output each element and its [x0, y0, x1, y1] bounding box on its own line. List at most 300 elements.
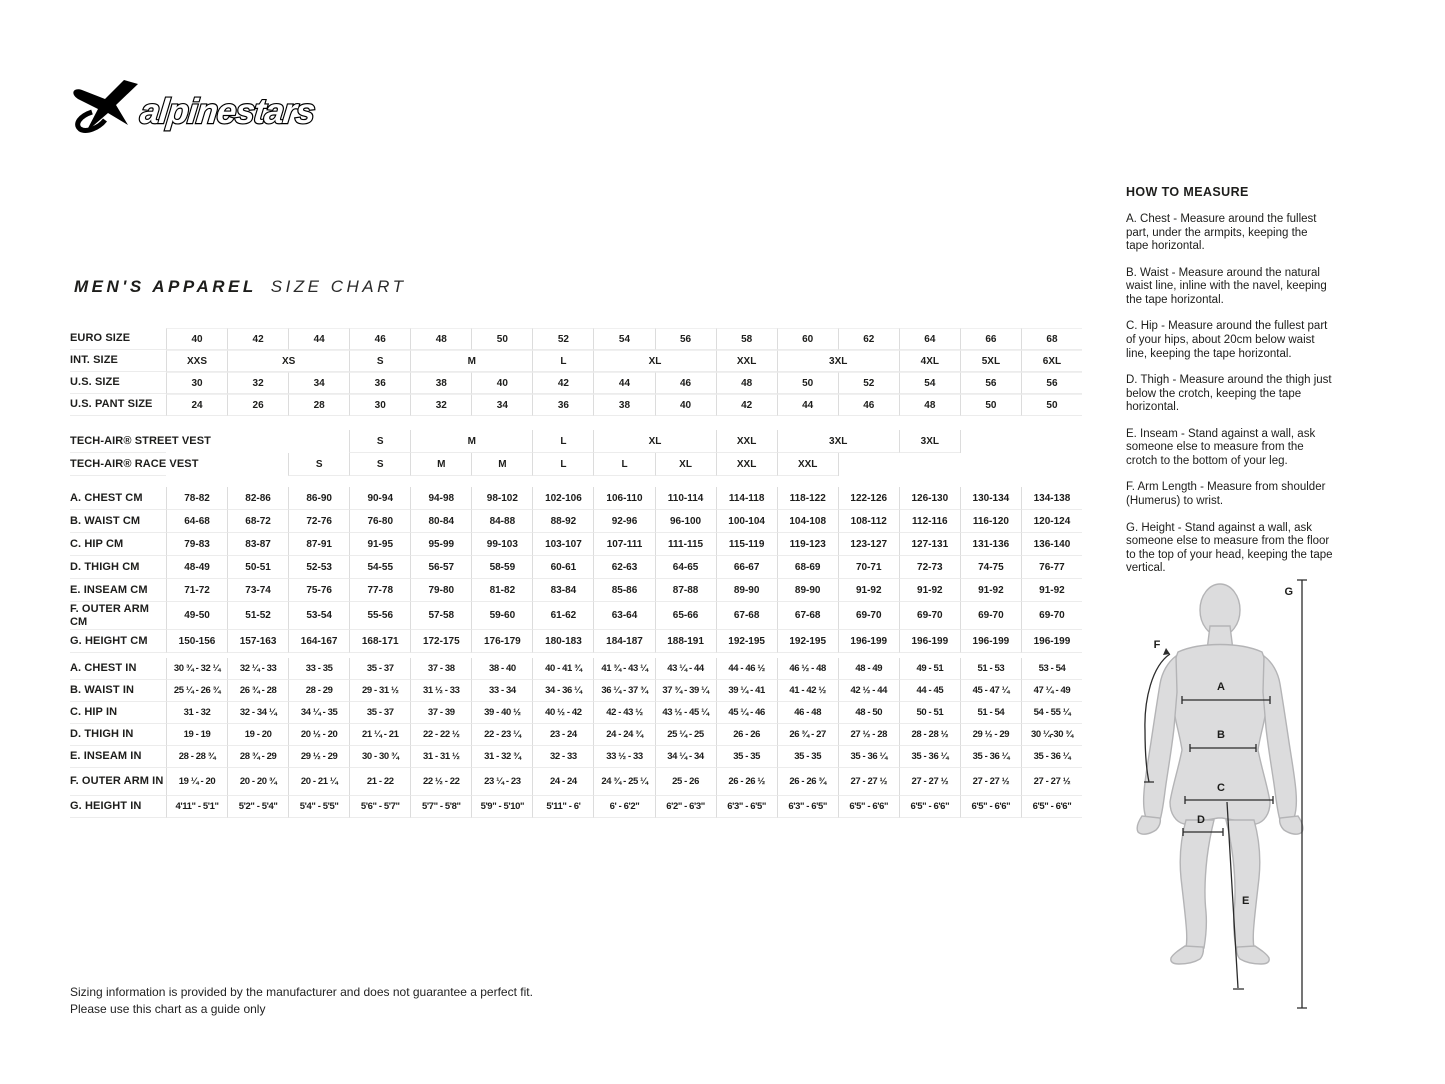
table-cell: XXL: [716, 453, 777, 476]
table-cell: 36: [532, 394, 593, 416]
figure-right-hand: [1280, 816, 1303, 834]
label-b: B: [1217, 729, 1225, 741]
page-title-primary: MEN'S APPAREL: [74, 277, 257, 296]
measure-instruction-height: G. Height - Stand against a wall, ask someone else to measure from the floor to the top of your head, keeping the tape vertical.: [1126, 521, 1333, 575]
table-cell: 87-88: [655, 579, 716, 602]
row-label: D. THIGH IN: [70, 724, 166, 746]
table-cell: 6'5" - 6'6": [1021, 796, 1082, 818]
body-measurement-diagram: [1130, 570, 1320, 1020]
disclaimer-line-2: Please use this chart as a guide only: [70, 1002, 266, 1017]
table-cell: 44: [288, 328, 349, 350]
table-cell: 57-58: [410, 602, 471, 630]
table-cell: 32: [410, 394, 471, 416]
label-f: F: [1153, 639, 1161, 651]
table-cell: 86-90: [288, 487, 349, 510]
table-cell: 34 ¼ - 35: [288, 702, 349, 724]
table-cell: 30 ¼-30 ¾: [1021, 724, 1082, 746]
row-label: EURO SIZE: [70, 328, 166, 350]
table-cell: 122-126: [838, 487, 899, 510]
how-to-measure-title: HOW TO MEASURE: [1126, 185, 1249, 199]
label-g: G: [1284, 586, 1293, 598]
height-line-g: [1297, 580, 1307, 1008]
table-cell: 126-130: [899, 487, 960, 510]
alpinestars-logo-text: alpinestars: [138, 92, 317, 131]
row-label: A. CHEST CM: [70, 487, 166, 510]
table-cell: 5'6" - 5'7": [349, 796, 410, 818]
table-cell: 20 - 21 ¼: [288, 768, 349, 796]
table-cell: 50: [960, 394, 1021, 416]
table-cell: 50: [471, 328, 532, 350]
label-c: C: [1217, 782, 1225, 794]
table-cell: 6' - 6'2": [593, 796, 654, 818]
row-label: B. WAIST CM: [70, 510, 166, 533]
table-cell: 32 - 34 ¼: [227, 702, 288, 724]
table-cell: 35 - 36 ¼: [899, 746, 960, 768]
table-cell: 28 - 28 ½: [899, 724, 960, 746]
table-cell: 47 ¼ - 49: [1021, 680, 1082, 702]
table-cell: 80-84: [410, 510, 471, 533]
table-cell: 25 ¼ - 26 ¾: [166, 680, 227, 702]
table-cell: 3XL: [899, 430, 960, 453]
row-label: G. HEIGHT IN: [70, 796, 166, 818]
table-cell: 67-68: [716, 602, 777, 630]
table-cell: 22 - 22 ½: [410, 724, 471, 746]
table-cell: 63-64: [593, 602, 654, 630]
table-cell: 42 ½ - 44: [838, 680, 899, 702]
table-cell: 119-123: [777, 533, 838, 556]
table-cell: 28: [288, 394, 349, 416]
table-cell: 35 - 36 ¼: [1021, 746, 1082, 768]
table-cell: 28 - 29: [288, 680, 349, 702]
table-cell: 27 - 27 ½: [838, 768, 899, 796]
table-cell: XL: [593, 430, 715, 453]
table-cell: 49 - 51: [899, 658, 960, 680]
table-cell: 41 ¾ - 43 ¼: [593, 658, 654, 680]
table-cell: 136-140: [1021, 533, 1082, 556]
table-cell: 6XL: [1021, 350, 1082, 372]
table-cell: 131-136: [960, 533, 1021, 556]
table-cell: 41 - 42 ½: [777, 680, 838, 702]
table-cell: 26 ¾ - 27: [777, 724, 838, 746]
table-cell: 48: [716, 372, 777, 394]
table-cell: 77-78: [349, 579, 410, 602]
table-cell: 52: [532, 328, 593, 350]
table-cell: 66: [960, 328, 1021, 350]
table-cell: 39 ¼ - 41: [716, 680, 777, 702]
alpinestars-logo: [72, 78, 324, 140]
table-cell: 45 - 47 ¼: [960, 680, 1021, 702]
table-cell: 38: [410, 372, 471, 394]
table-cell: 104-108: [777, 510, 838, 533]
table-cell: 52-53: [288, 556, 349, 579]
table-cell: 44: [777, 394, 838, 416]
table-cell: 52: [838, 372, 899, 394]
row-label: A. CHEST IN: [70, 658, 166, 680]
table-cell: M: [471, 453, 532, 476]
table-cell: 34: [288, 372, 349, 394]
table-cell: S: [349, 430, 410, 453]
table-cell: XXL: [777, 453, 838, 476]
figure-right-foot: [1237, 946, 1270, 964]
figure-left-hand: [1137, 816, 1160, 834]
table-cell: L: [593, 453, 654, 476]
table-cell: 26 ¾ - 28: [227, 680, 288, 702]
table-cell: 78-82: [166, 487, 227, 510]
table-cell: 37 - 39: [410, 702, 471, 724]
table-cell: 62-63: [593, 556, 654, 579]
table-cell: 4'11" - 5'1": [166, 796, 227, 818]
table-cell: 89-90: [777, 579, 838, 602]
row-label: F. OUTER ARM IN: [70, 768, 166, 796]
table-cell: 19 ¼ - 20: [166, 768, 227, 796]
table-cell: 98-102: [471, 487, 532, 510]
table-cell: 42: [227, 328, 288, 350]
table-cell: 196-199: [960, 630, 1021, 653]
row-label: U.S. SIZE: [70, 372, 166, 394]
table-cell: [960, 430, 1082, 453]
table-cell: 24: [166, 394, 227, 416]
table-cell: 28 - 28 ¾: [166, 746, 227, 768]
row-label: TECH-AIR® STREET VEST: [70, 430, 166, 453]
table-cell: 6'5" - 6'6": [838, 796, 899, 818]
disclaimer: [70, 984, 533, 1019]
row-label: U.S. PANT SIZE: [70, 394, 166, 416]
table-cell: 22 - 23 ¼: [471, 724, 532, 746]
row-label: INT. SIZE: [70, 350, 166, 372]
table-cell: 69-70: [1021, 602, 1082, 630]
table-cell: 84-88: [471, 510, 532, 533]
table-cell: 37 ¾ - 39 ¼: [655, 680, 716, 702]
table-cell: 40: [471, 372, 532, 394]
table-cell: 53 - 54: [1021, 658, 1082, 680]
table-cell: 88-92: [532, 510, 593, 533]
table-cell: 25 ¼ - 25: [655, 724, 716, 746]
table-cell: 30: [166, 372, 227, 394]
table-cell: 94-98: [410, 487, 471, 510]
table-cell: S: [288, 453, 349, 476]
table-cell: XS: [227, 350, 349, 372]
table-cell: 34: [471, 394, 532, 416]
table-cell: 29 - 31 ½: [349, 680, 410, 702]
table-cell: 40: [655, 394, 716, 416]
table-cell: 30 ¾ - 32 ¼: [166, 658, 227, 680]
row-label: G. HEIGHT CM: [70, 630, 166, 653]
row-label: B. WAIST IN: [70, 680, 166, 702]
table-cell: 157-163: [227, 630, 288, 653]
table-cell: 106-110: [593, 487, 654, 510]
table-cell: 123-127: [838, 533, 899, 556]
table-cell: 6'5" - 6'6": [899, 796, 960, 818]
table-cell: 33 - 35: [288, 658, 349, 680]
row-label: C. HIP CM: [70, 533, 166, 556]
table-cell: 75-76: [288, 579, 349, 602]
alpinestars-star-icon: [73, 80, 138, 132]
table-cell: 114-118: [716, 487, 777, 510]
table-cell: 92-96: [593, 510, 654, 533]
table-cell: 112-116: [899, 510, 960, 533]
table-cell: 150-156: [166, 630, 227, 653]
table-cell: XXL: [716, 430, 777, 453]
table-cell: 102-106: [532, 487, 593, 510]
table-cell: 168-171: [349, 630, 410, 653]
label-e: E: [1242, 895, 1250, 907]
table-cell: 31 - 32 ¾: [471, 746, 532, 768]
table-cell: 6'3" - 6'5": [716, 796, 777, 818]
table-cell: 134-138: [1021, 487, 1082, 510]
table-cell: 188-191: [655, 630, 716, 653]
table-cell: 54-55: [349, 556, 410, 579]
table-cell: 184-187: [593, 630, 654, 653]
table-cell: 76-80: [349, 510, 410, 533]
table-cell: 46: [838, 394, 899, 416]
table-cell: 82-86: [227, 487, 288, 510]
table-cell: 176-179: [471, 630, 532, 653]
table-cell: 73-74: [227, 579, 288, 602]
table-cell: 120-124: [1021, 510, 1082, 533]
table-cell: 43 ½ - 45 ¼: [655, 702, 716, 724]
table-cell: 48: [899, 394, 960, 416]
row-label: C. HIP IN: [70, 702, 166, 724]
table-cell: M: [410, 453, 471, 476]
table-cell: 36 ¼ - 37 ¾: [593, 680, 654, 702]
table-cell: 49-50: [166, 602, 227, 630]
table-cell: 50 - 51: [899, 702, 960, 724]
table-cell: 31 - 31 ½: [410, 746, 471, 768]
table-cell: 25 - 26: [655, 768, 716, 796]
table-cell: 21 ¼ - 21: [349, 724, 410, 746]
table-cell: 50: [777, 372, 838, 394]
table-cell: 51-52: [227, 602, 288, 630]
table-cell: 6'5" - 6'6": [960, 796, 1021, 818]
table-cell: 38 - 40: [471, 658, 532, 680]
disclaimer-line-1: Sizing information is provided by the manufacturer and does not guarantee a perfect fit.: [70, 985, 533, 999]
table-cell: L: [532, 430, 593, 453]
table-cell: 44 - 46 ½: [716, 658, 777, 680]
table-cell: 5'9" - 5'10": [471, 796, 532, 818]
table-cell: 5'4" - 5'5": [288, 796, 349, 818]
table-cell: 69-70: [899, 602, 960, 630]
table-cell: 64-65: [655, 556, 716, 579]
measure-instruction-chest: A. Chest - Measure around the fullest part, under the armpits, keeping the tape horizontal.: [1126, 213, 1317, 253]
table-cell: 69-70: [960, 602, 1021, 630]
table-cell: 76-77: [1021, 556, 1082, 579]
table-cell: 32 - 33: [532, 746, 593, 768]
table-cell: 35 - 37: [349, 658, 410, 680]
table-cell: 48 - 50: [838, 702, 899, 724]
table-cell: 108-112: [838, 510, 899, 533]
table-cell: 34 ¼ - 34: [655, 746, 716, 768]
table-cell: 85-86: [593, 579, 654, 602]
table-cell: 56-57: [410, 556, 471, 579]
table-cell: 68-72: [227, 510, 288, 533]
table-cell: 196-199: [838, 630, 899, 653]
size-header-table: [70, 328, 1082, 416]
table-cell: 38: [593, 394, 654, 416]
table-cell: 70-71: [838, 556, 899, 579]
table-cell: 29 ½ - 29: [960, 724, 1021, 746]
table-cell: 127-131: [899, 533, 960, 556]
table-cell: 3XL: [777, 430, 899, 453]
table-cell: 26 - 26: [716, 724, 777, 746]
human-figure: [1137, 584, 1303, 964]
table-cell: 192-195: [716, 630, 777, 653]
table-cell: XXL: [716, 350, 777, 372]
table-cell: 20 ½ - 20: [288, 724, 349, 746]
figure-left-foot: [1171, 946, 1204, 964]
table-cell: 66-67: [716, 556, 777, 579]
table-cell: 64: [899, 328, 960, 350]
measure-instruction-arm: F. Arm Length - Measure from shoulder (Humerus) to wrist.: [1126, 481, 1326, 507]
table-cell: 91-92: [1021, 579, 1082, 602]
table-cell: 55-56: [349, 602, 410, 630]
table-cell: 83-87: [227, 533, 288, 556]
measurements-cm-table: [70, 487, 1082, 653]
table-cell: 5'11" - 6': [532, 796, 593, 818]
table-cell: 30 - 30 ¾: [349, 746, 410, 768]
how-to-measure-section: [1126, 185, 1333, 589]
table-cell: 107-111: [593, 533, 654, 556]
table-cell: 68: [1021, 328, 1082, 350]
table-cell: 23 - 24: [532, 724, 593, 746]
table-cell: 26 - 26 ¾: [777, 768, 838, 796]
row-label: E. INSEAM IN: [70, 746, 166, 768]
table-cell: 58-59: [471, 556, 532, 579]
row-label: E. INSEAM CM: [70, 579, 166, 602]
table-cell: 51 - 54: [960, 702, 1021, 724]
table-cell: 196-199: [1021, 630, 1082, 653]
table-cell: 89-90: [716, 579, 777, 602]
table-cell: 46 - 48: [777, 702, 838, 724]
table-cell: 5'2" - 5'4": [227, 796, 288, 818]
table-cell: 48-49: [166, 556, 227, 579]
table-cell: 95-99: [410, 533, 471, 556]
table-cell: 34 - 36 ¼: [532, 680, 593, 702]
table-cell: XXS: [166, 350, 227, 372]
table-cell: 79-80: [410, 579, 471, 602]
table-cell: 20 - 20 ¾: [227, 768, 288, 796]
table-cell: 30: [349, 394, 410, 416]
table-cell: 31 ½ - 33: [410, 680, 471, 702]
table-cell: 103-107: [532, 533, 593, 556]
table-cell: 61-62: [532, 602, 593, 630]
table-cell: M: [410, 430, 532, 453]
table-cell: 24 - 24: [532, 768, 593, 796]
table-cell: 40 - 41 ¾: [532, 658, 593, 680]
table-cell: 28 ¾ - 29: [227, 746, 288, 768]
table-cell: S: [349, 350, 410, 372]
table-cell: XL: [593, 350, 715, 372]
measure-instruction-inseam: E. Inseam - Stand against a wall, ask someone else to measure from the crotch to the bottom of your leg.: [1126, 427, 1316, 467]
table-cell: 35 - 37: [349, 702, 410, 724]
measure-instruction-thigh: D. Thigh - Measure around the thigh just below the crotch, keeping the tape horizontal.: [1126, 374, 1332, 414]
table-cell: 68-69: [777, 556, 838, 579]
table-cell: 72-73: [899, 556, 960, 579]
table-cell: 26 - 26 ½: [716, 768, 777, 796]
table-cell: 5XL: [960, 350, 1021, 372]
table-cell: 87-91: [288, 533, 349, 556]
table-cell: XL: [655, 453, 716, 476]
table-cell: 31 - 32: [166, 702, 227, 724]
table-cell: 91-92: [899, 579, 960, 602]
table-cell: 3XL: [777, 350, 899, 372]
table-cell: 91-95: [349, 533, 410, 556]
row-label: TECH-AIR® RACE VEST: [70, 453, 166, 476]
table-cell: 33 ½ - 33: [593, 746, 654, 768]
table-cell: 45 ¼ - 46: [716, 702, 777, 724]
table-cell: 67-68: [777, 602, 838, 630]
table-cell: 48: [410, 328, 471, 350]
measurements-in-table: [70, 658, 1082, 818]
measure-instruction-waist: B. Waist - Measure around the natural waist line, inline with the navel, keeping the tape horizontal.: [1126, 266, 1327, 306]
table-cell: 96-100: [655, 510, 716, 533]
table-cell: 35 - 35: [716, 746, 777, 768]
table-cell: 62: [838, 328, 899, 350]
table-cell: 27 - 27 ½: [960, 768, 1021, 796]
table-cell: 59-60: [471, 602, 532, 630]
table-cell: 24 ¾ - 25 ¼: [593, 768, 654, 796]
table-cell: 46: [655, 372, 716, 394]
table-cell: 48 - 49: [838, 658, 899, 680]
table-cell: M: [410, 350, 532, 372]
table-cell: 54: [593, 328, 654, 350]
table-cell: 46 ½ - 48: [777, 658, 838, 680]
label-a: A: [1217, 681, 1225, 693]
table-cell: 91-92: [838, 579, 899, 602]
table-cell: 24 - 24 ¾: [593, 724, 654, 746]
page-title-secondary: SIZE CHART: [270, 277, 407, 296]
table-cell: 100-104: [716, 510, 777, 533]
table-cell: 50-51: [227, 556, 288, 579]
table-cell: 90-94: [349, 487, 410, 510]
table-cell: 56: [960, 372, 1021, 394]
row-label: D. THIGH CM: [70, 556, 166, 579]
table-cell: 5'7" - 5'8": [410, 796, 471, 818]
table-cell: 23 ¼ - 23: [471, 768, 532, 796]
table-cell: 71-72: [166, 579, 227, 602]
table-cell: S: [349, 453, 410, 476]
table-cell: 116-120: [960, 510, 1021, 533]
table-cell: 35 - 36 ¼: [838, 746, 899, 768]
table-cell: 42: [532, 372, 593, 394]
table-cell: 54: [899, 372, 960, 394]
table-cell: 19 - 20: [227, 724, 288, 746]
table-cell: 74-75: [960, 556, 1021, 579]
table-cell: 51 - 53: [960, 658, 1021, 680]
techair-vest-table: [70, 430, 1082, 476]
table-cell: 27 - 27 ½: [1021, 768, 1082, 796]
table-cell: 172-175: [410, 630, 471, 653]
figure-right-leg: [1226, 820, 1260, 948]
table-cell: 44 - 45: [899, 680, 960, 702]
table-cell: 6'3" - 6'5": [777, 796, 838, 818]
table-cell: 40 ½ - 42: [532, 702, 593, 724]
table-cell: 60: [777, 328, 838, 350]
table-cell: 58: [716, 328, 777, 350]
table-cell: 43 ¼ - 44: [655, 658, 716, 680]
table-cell: 115-119: [716, 533, 777, 556]
table-cell: 196-199: [899, 630, 960, 653]
table-cell: 42 - 43 ½: [593, 702, 654, 724]
table-cell: 192-195: [777, 630, 838, 653]
table-cell: 130-134: [960, 487, 1021, 510]
table-cell: 54 - 55 ¼: [1021, 702, 1082, 724]
row-label: F. OUTER ARM CM: [70, 602, 166, 630]
table-cell: 6'2" - 6'3": [655, 796, 716, 818]
table-cell: 44: [593, 372, 654, 394]
table-cell: 39 - 40 ½: [471, 702, 532, 724]
table-cell: 99-103: [471, 533, 532, 556]
table-cell: L: [532, 453, 593, 476]
